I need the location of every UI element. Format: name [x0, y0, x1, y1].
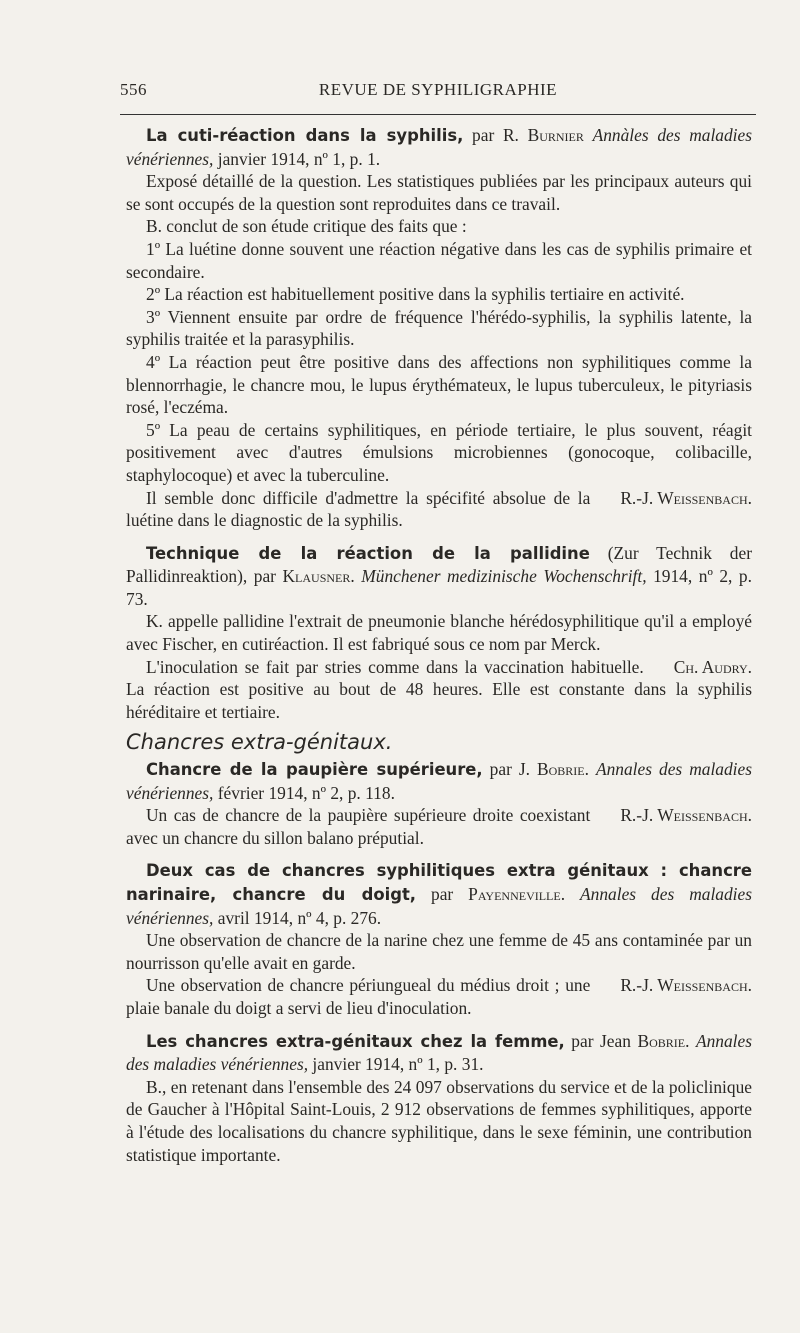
article-author: Payenneville. [468, 884, 566, 904]
article-title: La cuti-réaction dans la syphilis, [146, 126, 464, 145]
article-author: Klausner. [282, 566, 355, 587]
article-by: (Zur Technik der Pallidinreaktion), par [126, 542, 752, 587]
article-paragraph: 2º La réaction est habituellement positive dans la syphilis tertiaire en activité. [146, 284, 685, 305]
article-journal: Annales des maladies vénériennes, [126, 1030, 752, 1075]
article-citation-details: avril 1914, nº 4, p. 276. [213, 907, 382, 928]
article-paragraph-text: L'inoculation se fait par stries comme dans la vaccination habituelle. La réaction est positive au bout de 48 heures. Elle est constante dans la syphilis héréditaire et tertiaire. [126, 656, 752, 722]
journal-title: REVUE DE SYPHILIGRAPHIE [318, 80, 558, 99]
article-paragraph-text: Un cas de chancre de la paupière supérieure droite coexistant avec un chancre du sillon balano préputial. [126, 805, 591, 848]
article-paragraph: 4º La réaction peut être positive dans des affections non syphilitiques comme la blennorrhagie, le chancre mou, le lupus érythémateux, le lupus tuberculeux, le pityriasis rosé, l'eczéma. [126, 351, 752, 418]
article-by: par Jean [564, 1030, 638, 1051]
article-title: Les chancres extra-génitaux chez la femme, [146, 1031, 565, 1051]
article-title: Technique de la réaction de la pallidine [146, 543, 590, 563]
article-citation [126, 758, 752, 804]
article-paragraph-text: Une observation de chancre périungueal du médius droit ; une plaie banale du doigt a servi de lieu d'inoculation. [126, 975, 591, 1018]
review-article [126, 859, 752, 1019]
article-paragraph [126, 974, 752, 1019]
article-title: Chancre de la paupière supérieure, [146, 760, 483, 780]
page-number: 556 [120, 80, 147, 99]
article-by: par [416, 884, 469, 904]
article-signature: R.-J. Weissenbach. [620, 805, 752, 826]
article-journal: Annales des maladies vénériennes, [126, 759, 752, 803]
article-citation-details: janvier 1914, nº 1, p. 1. [213, 148, 381, 169]
article-title: Deux cas de chancres syphilitiques extra génitaux : chancre narinaire, chancre du doigt, [126, 861, 752, 904]
article-citation-details: janvier 1914, nº 1, p. 31. [308, 1054, 484, 1075]
article-signature: Ch. Audry. [673, 656, 752, 677]
article-citation [126, 124, 752, 170]
article-signature: R.-J. Weissenbach. [620, 487, 752, 508]
article-by: par J. [482, 759, 537, 780]
article-citation [126, 859, 752, 929]
article-paragraph: Une observation de chancre de la narine chez une femme de 45 ans contaminée par un nourrisson qu'elle avait en garde. [126, 930, 752, 973]
article-paragraph-text: Il semble donc difficile d'admettre la spécifité absolue de la luétine dans le diagnostic de la syphilis. [126, 487, 591, 531]
article-journal: Annales des maladies vénériennes, [126, 884, 752, 928]
article-journal: Annàles des maladies vénériennes, [126, 125, 753, 169]
articles-part2 [126, 758, 752, 1166]
article-paragraph: B., en retenant dans l'ensemble des 24 097 observations du service et de la policlinique de Gaucher à l'Hôpital Saint-Louis, 2 912 observations de femmes syphilitiques, apporte à l'étude des localisations du chancre syphilitique, dans le sexe féminin, une contribution statistique importante. [126, 1076, 752, 1165]
article-paragraph [126, 656, 752, 724]
article-paragraph [126, 804, 752, 849]
header-rule [120, 114, 756, 115]
running-header [120, 80, 756, 104]
article-citation-details: février 1914, nº 2, p. 118. [213, 782, 395, 803]
article-paragraph: B. conclut de son étude critique des faits que : [146, 216, 467, 237]
articles-part1 [126, 124, 752, 723]
review-article [126, 1030, 752, 1167]
review-article [126, 124, 752, 532]
article-citation [126, 1030, 752, 1076]
article-citation-details: 1914, nº 2, p. 73. [126, 566, 752, 609]
article-journal: Münchener medizinische Wochenschrift, [361, 566, 647, 587]
article-author: Bobrie. [537, 759, 589, 780]
article-paragraph: 5º La peau de certains syphilitiques, en période tertiaire, le plus souvent, réagit positivement avec d'autres émulsions microbiennes (gonocoque, colibacille, staphylocoque) et avec la tuberculine. [126, 419, 752, 485]
article-paragraph [126, 487, 752, 532]
article-paragraph: Exposé détaillé de la question. Les statistiques publiées par les principaux auteurs qui se sont occupés de la question sont reproduites dans ce travail. [126, 171, 752, 214]
article-signature: R.-J. Weissenbach. [620, 975, 752, 996]
article-paragraph: K. appelle pallidine l'extrait de pneumonie blanche hérédosyphilitique qu'il a employé avec Fischer, en cutiréaction. Il est fabriqué sous ce nom par Merck. [126, 611, 752, 655]
review-article [126, 542, 752, 724]
text-column [126, 124, 752, 1166]
article-paragraph: 1º La luétine donne souvent une réaction négative dans les cas de syphilis primaire et secondaire. [126, 238, 752, 282]
article-by: par R. [463, 125, 528, 145]
article-paragraph: 3º Viennent ensuite par ordre de fréquence l'hérédo-syphilis, la syphilis latente, la syphilis traitée et la parasyphilis. [126, 306, 752, 350]
section-heading: Chancres extra-génitaux. [126, 730, 393, 755]
article-author: Bobrie. [637, 1030, 690, 1051]
article-citation [126, 542, 752, 611]
article-author: Burnier [527, 125, 584, 145]
review-article [126, 758, 752, 849]
